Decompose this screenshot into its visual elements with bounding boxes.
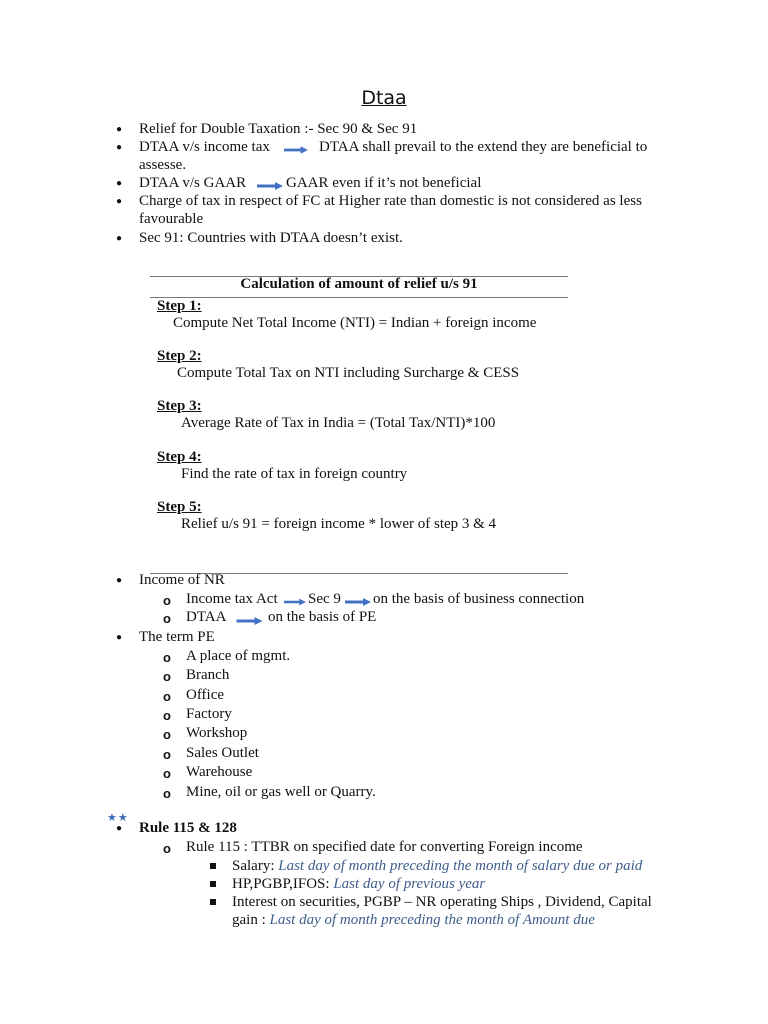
- arrow-right-icon: [344, 598, 372, 606]
- bullet-icon: ●: [116, 178, 123, 189]
- item-label: Salary:: [232, 858, 279, 874]
- step-text: Compute Total Tax on NTI including Surcharge & CESS: [177, 365, 520, 381]
- circle-bullet-icon: o: [163, 611, 171, 626]
- list-item-text: A place of mgmt.: [186, 648, 291, 664]
- circle-bullet-icon: o: [163, 593, 171, 608]
- item-label: HP,PGBP,IFOS:: [232, 876, 334, 892]
- list-item-text: Branch: [186, 667, 230, 683]
- step-label: Step 2:: [157, 348, 202, 364]
- list-item: Income of NR: [139, 572, 225, 588]
- list-item-text: GAAR even if it’s not beneficial: [286, 175, 482, 191]
- arrow-right-icon: [257, 182, 283, 190]
- list-item-text: Rule 115 : TTBR on specified date for converting Foreign income: [186, 839, 583, 855]
- step-label: Step 1:: [157, 298, 202, 314]
- step-text: Average Rate of Tax in India = (Total Tax/NTI)*100: [181, 415, 496, 431]
- square-bullet-icon: [210, 881, 216, 887]
- calc-heading: Calculation of amount of relief u/s 91: [240, 276, 478, 292]
- bullet-icon: ●: [116, 823, 123, 834]
- circle-bullet-icon: o: [163, 689, 171, 704]
- circle-bullet-icon: o: [163, 766, 171, 781]
- circle-bullet-icon: o: [163, 650, 171, 665]
- bullet-icon: ●: [116, 632, 123, 643]
- step-label: Step 3:: [157, 398, 202, 414]
- bullet-icon: ●: [116, 575, 123, 586]
- list-item-text: Mine, oil or gas well or Quarry.: [186, 784, 376, 800]
- item-note: Last day of previous year: [333, 876, 486, 892]
- step-label: Step 4:: [157, 449, 202, 465]
- list-item-text: DTAA shall prevail to the extend they are beneficial to: [319, 139, 648, 155]
- list-item: Relief for Double Taxation :- Sec 90 & Sec 91: [139, 121, 418, 137]
- list-item-text: favourable: [139, 211, 204, 227]
- list-item-text: on the basis of business connection: [373, 591, 585, 607]
- list-item: The term PE: [139, 629, 215, 645]
- list-item-text: on the basis of PE: [268, 609, 377, 625]
- list-item-text: Sec 9: [308, 591, 341, 607]
- circle-bullet-icon: o: [163, 708, 171, 723]
- list-item-text: [232, 876, 485, 893]
- step-text: Compute Net Total Income (NTI) = Indian + foreign income: [173, 315, 537, 331]
- square-bullet-icon: [210, 899, 216, 905]
- list-item-text: Income tax Act: [186, 591, 278, 607]
- star-icon: ★★: [107, 812, 129, 824]
- step-label: Step 5:: [157, 499, 202, 515]
- circle-bullet-icon: o: [163, 727, 171, 742]
- list-item: DTAA v/s income tax: [139, 139, 270, 155]
- item-note: Last day of month preceding the month of salary due or paid: [278, 858, 643, 874]
- arrow-right-icon: [284, 598, 306, 606]
- list-item-text: Office: [186, 687, 225, 703]
- circle-bullet-icon: o: [163, 786, 171, 801]
- list-item-text: DTAA: [186, 609, 227, 625]
- item-label: gain :: [232, 912, 270, 928]
- bullet-icon: ●: [116, 233, 123, 244]
- page-title: Dtaa: [361, 87, 407, 109]
- arrow-right-icon: [234, 617, 265, 625]
- arrow-right-icon: [284, 146, 308, 154]
- bullet-icon: ●: [116, 142, 123, 153]
- list-item: Charge of tax in respect of FC at Higher rate than domestic is not considered as less: [139, 193, 642, 209]
- circle-bullet-icon: o: [163, 841, 171, 856]
- step-text: Find the rate of tax in foreign country: [181, 466, 408, 482]
- list-item-text: Workshop: [186, 725, 248, 741]
- list-item-text: Warehouse: [186, 764, 253, 780]
- list-item-text: assesse.: [139, 157, 187, 173]
- list-item: DTAA v/s GAAR: [139, 175, 247, 191]
- list-item: Rule 115 & 128: [139, 820, 237, 836]
- divider: [150, 297, 568, 298]
- list-item-text: Interest on securities, PGBP – NR operating Ships , Dividend, Capital: [232, 894, 652, 910]
- item-note: Last day of month preceding the month of Amount due: [269, 912, 595, 928]
- list-item-text: Factory: [186, 706, 232, 722]
- bullet-icon: ●: [116, 124, 123, 135]
- circle-bullet-icon: o: [163, 747, 171, 762]
- bullet-icon: ●: [116, 196, 123, 207]
- circle-bullet-icon: o: [163, 669, 171, 684]
- list-item-text: Sales Outlet: [186, 745, 259, 761]
- list-item-text: [232, 858, 642, 875]
- square-bullet-icon: [210, 863, 216, 869]
- step-text: Relief u/s 91 = foreign income * lower of step 3 & 4: [181, 516, 497, 532]
- list-item: Sec 91: Countries with DTAA doesn’t exist.: [139, 230, 403, 246]
- list-item-text: [232, 912, 595, 929]
